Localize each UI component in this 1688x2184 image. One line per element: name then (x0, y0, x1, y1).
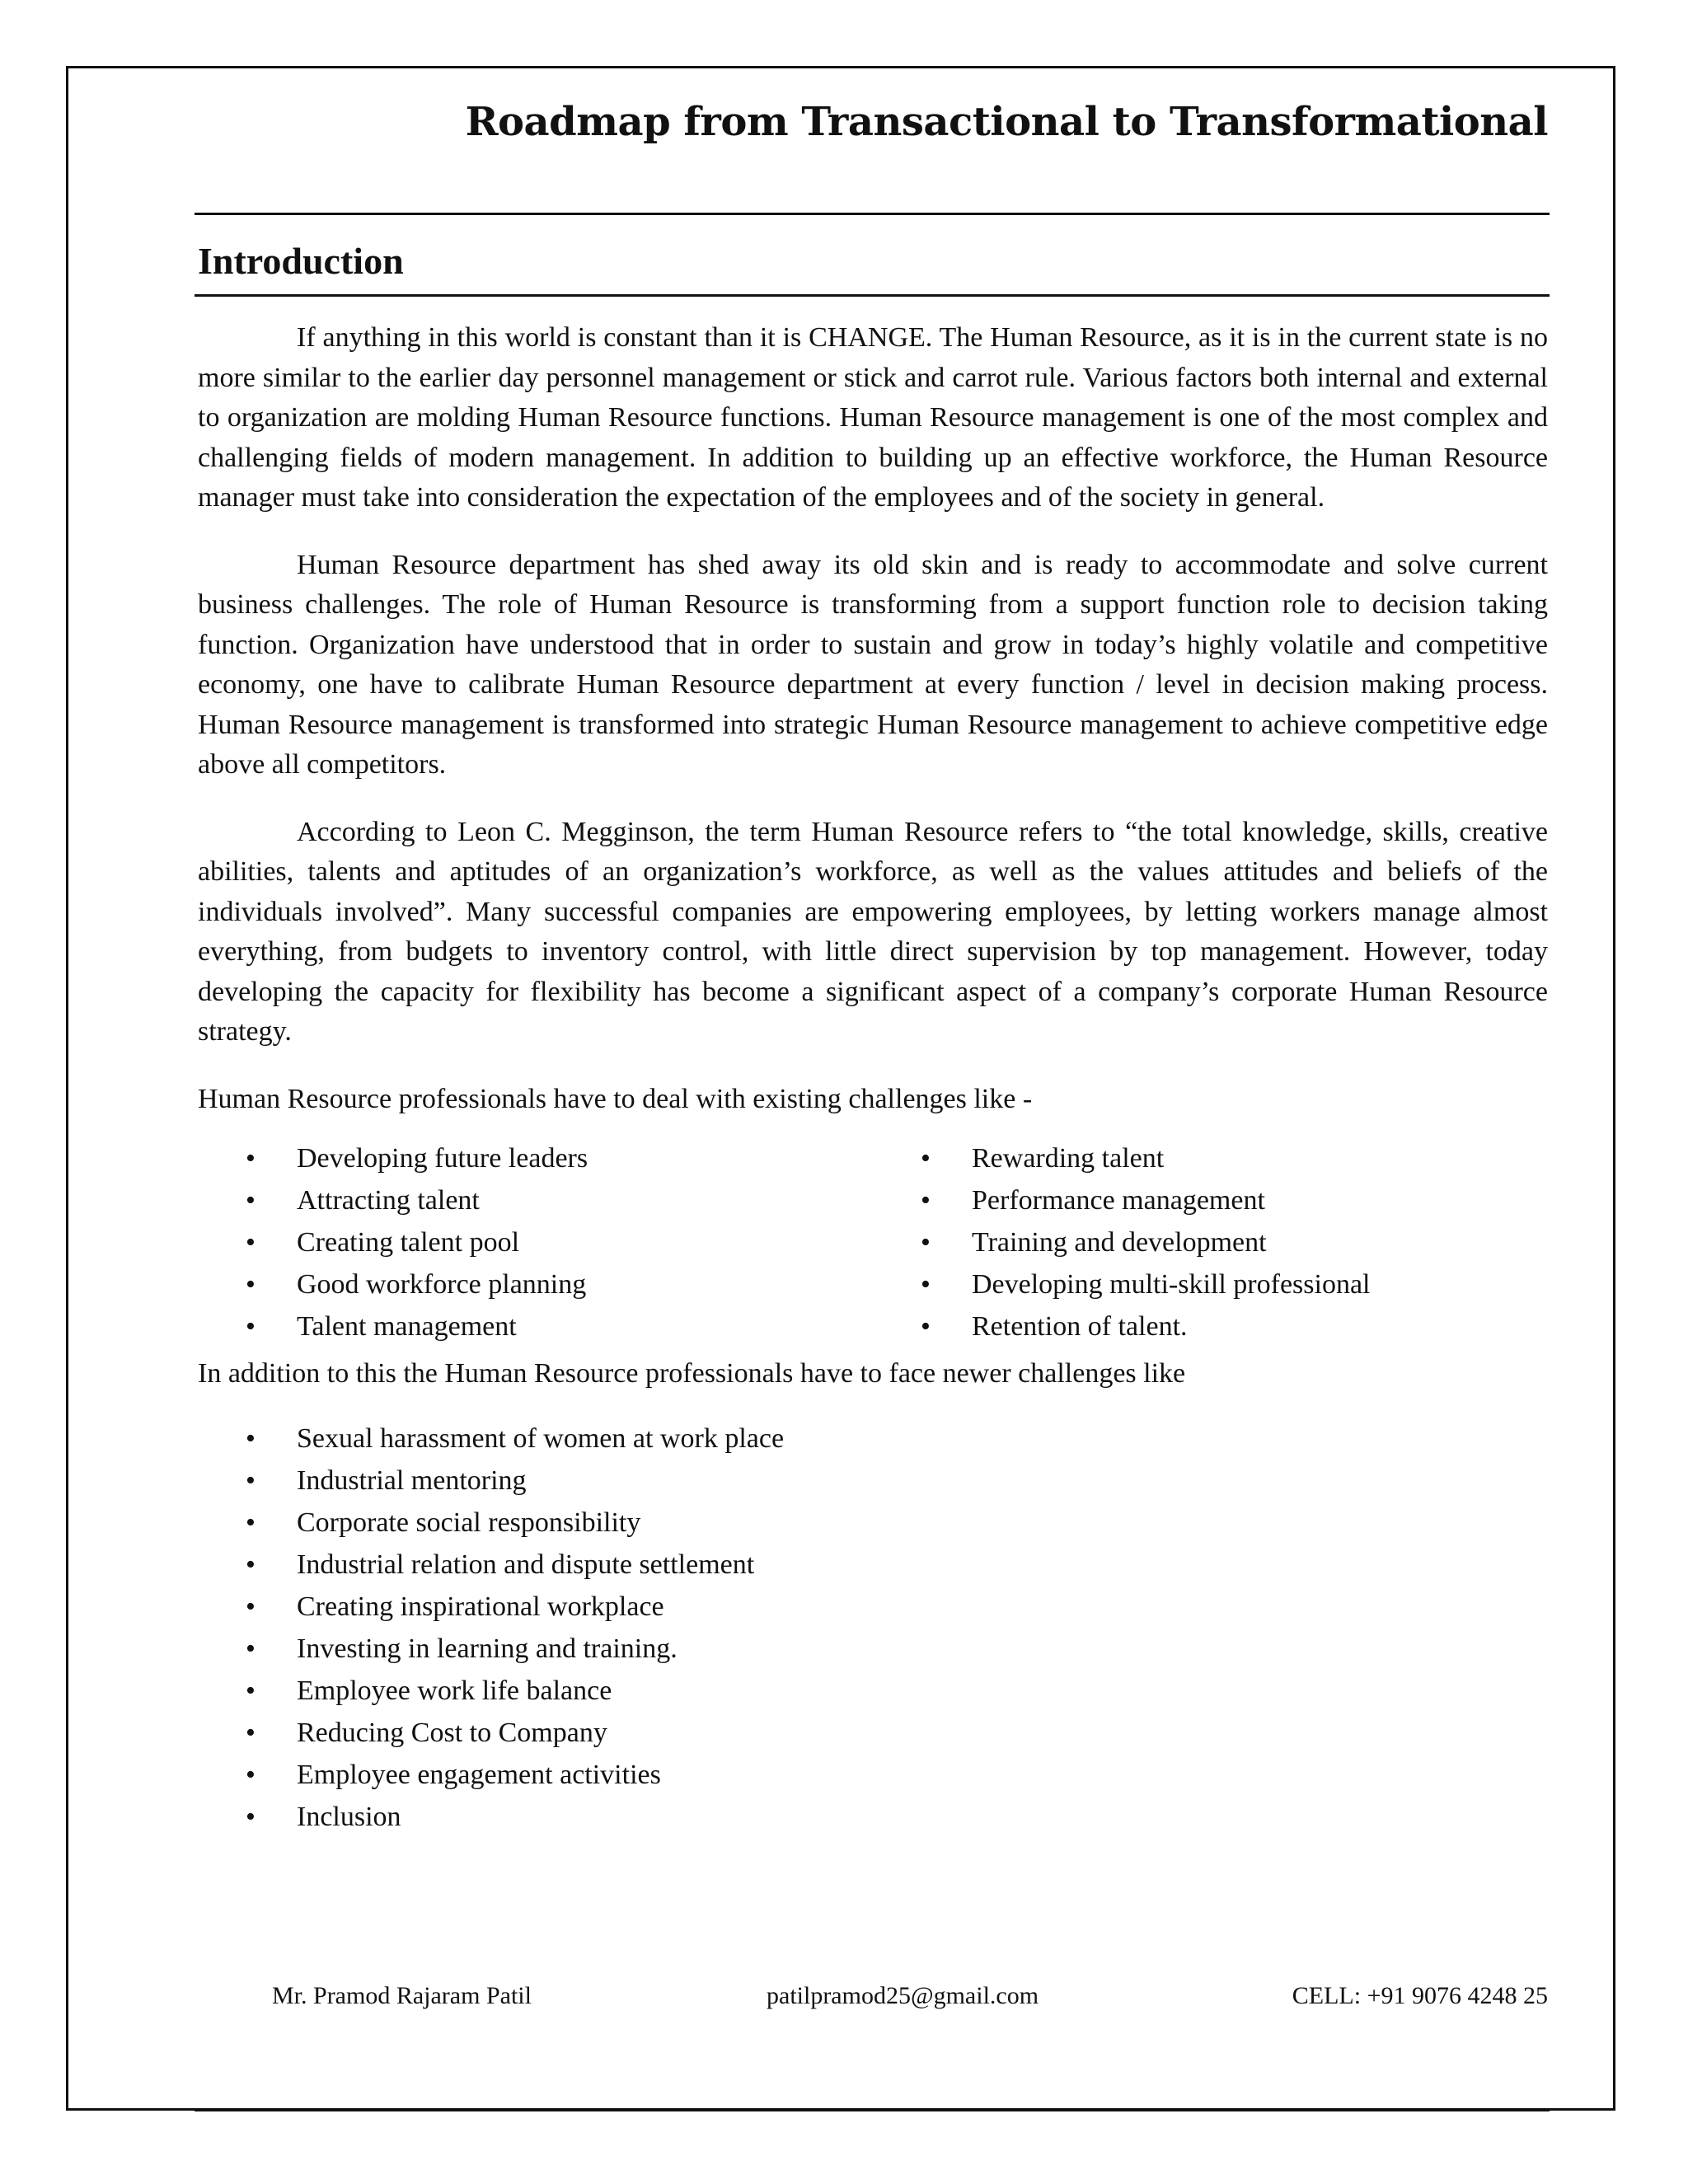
existing-challenges-left-column (198, 1137, 873, 1347)
list-item: • Performance management (873, 1179, 1548, 1221)
existing-challenges-right-column (873, 1137, 1548, 1347)
existing-challenges-lead: Human Resource professionals have to deal with existing challenges like - (198, 1083, 1033, 1114)
newer-challenges-lead: In addition to this the Human Resource professionals have to face newer challenges like (198, 1358, 1186, 1389)
footer-author-name: Mr. Pramod Rajaram Patil (272, 1982, 532, 2009)
existing-challenges-list (198, 1137, 1548, 1347)
list-item: • Attracting talent (198, 1179, 873, 1221)
list-item: • Good workforce planning (198, 1263, 873, 1305)
footer-email: patilpramod25@gmail.com (767, 1982, 1039, 2009)
list-item: • Developing multi-skill professional (873, 1263, 1548, 1305)
list-item: • Industrial relation and dispute settlement (198, 1544, 1548, 1586)
list-item: • Talent management (198, 1305, 873, 1347)
page-title: Roadmap from Transactional to Transformational (465, 99, 1548, 145)
paragraph: According to Leon C. Megginson, the term Human Resource refers to “the total knowledge, skills, creative abilities, talents and aptitudes of an organization’s workforce, as well as the values attitudes and beliefs of the individuals involved”. Many successful companies are empowering employees, by letting workers manage almost everything, from budgets to inventory control, with little direct supervision by top management. However, today developing the capacity for flexibility has become a significant aspect of a company’s corporate Human Resource strategy. (198, 816, 1548, 1047)
paragraph: Human Resource department has shed away its old skin and is ready to accommodate and solve current business challenges. The role of Human Resource is transforming from a support function role to decision taking function. Organization have understood that in order to sustain and grow in today’s highly volatile and competitive economy, one have to calibrate Human Resource department at every function / level in decision making process. Human Resource management is transformed into strategic Human Resource management to achieve competitive edge above all competitors. (198, 549, 1548, 780)
list-item: • Investing in learning and training. (198, 1628, 1548, 1670)
list-item: • Inclusion (198, 1796, 1548, 1838)
list-item: • Creating inspirational workplace (198, 1586, 1548, 1628)
list-item: • Rewarding talent (873, 1137, 1548, 1179)
list-item: • Developing future leaders (198, 1137, 873, 1179)
footer-phone: CELL: +91 9076 4248 25 (1292, 1982, 1548, 2009)
section-divider (195, 294, 1550, 297)
list-item: • Employee engagement activities (198, 1754, 1548, 1796)
header-divider (195, 213, 1550, 215)
newer-challenges-list (198, 1418, 1548, 1838)
bottom-divider (195, 2109, 1550, 2111)
section-heading: Introduction (198, 240, 404, 282)
list-item: • Employee work life balance (198, 1670, 1548, 1712)
list-item: • Reducing Cost to Company (198, 1712, 1548, 1754)
list-item: • Corporate social responsibility (198, 1502, 1548, 1544)
document-body (198, 318, 1548, 1838)
paragraph: If anything in this world is constant than it is CHANGE. The Human Resource, as it is in the current state is no more similar to the earlier day personnel management or stick and carrot rule. Various factors both internal and external to organization are molding Human Resource functions. Human Resource management is one of the most complex and challenging fields of modern management. In addition to building up an effective workforce, the Human Resource manager must take into consideration the expectation of the employees and of the society in general. (198, 322, 1548, 513)
list-item: • Retention of talent. (873, 1305, 1548, 1347)
list-item: • Industrial mentoring (198, 1460, 1548, 1502)
list-item: • Sexual harassment of women at work place (198, 1418, 1548, 1460)
list-item: • Training and development (873, 1221, 1548, 1263)
list-item: • Creating talent pool (198, 1221, 873, 1263)
